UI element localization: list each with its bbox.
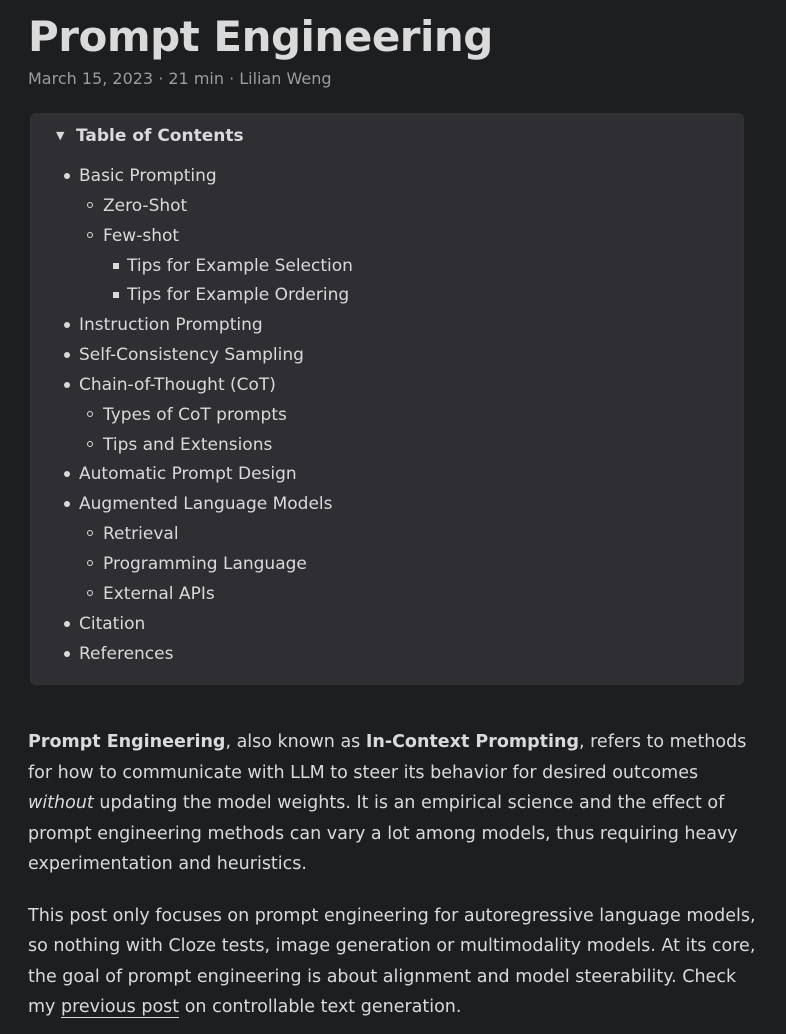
- toc-link[interactable]: Tips and Extensions: [103, 434, 273, 455]
- post-meta: March 15, 2023 · 21 min · Lilian Weng: [28, 69, 332, 88]
- circle-bullet-icon: [87, 232, 93, 238]
- toc-toggle[interactable]: [56, 126, 244, 146]
- toc-item: [31, 283, 743, 313]
- toc-heading: Table of Contents: [76, 126, 244, 146]
- circle-bullet-icon: [87, 411, 93, 417]
- toc-item: [31, 433, 743, 463]
- toc-link[interactable]: Augmented Language Models: [79, 494, 333, 515]
- toc-link[interactable]: Retrieval: [103, 524, 179, 545]
- toc-item: [31, 642, 743, 672]
- previous-post-link[interactable]: previous post: [60, 997, 180, 1017]
- intro-text-1: , also known as: [225, 732, 366, 752]
- circle-bullet-icon: [87, 202, 93, 208]
- toc-link[interactable]: Programming Language: [103, 553, 307, 574]
- toc-link[interactable]: References: [79, 643, 174, 664]
- disc-bullet-icon: [64, 352, 70, 358]
- disc-bullet-icon: [64, 322, 70, 328]
- toc-item: [31, 373, 743, 403]
- intro-text-2: , refers to methods for how to communicate with LLM to steer its behavior for desired outcomes: [28, 732, 747, 783]
- toc-item: [31, 462, 743, 492]
- scope-paragraph: [28, 901, 758, 1023]
- toc-link[interactable]: Self-Consistency Sampling: [79, 345, 304, 366]
- emphasis-without: without: [28, 793, 94, 813]
- toc-item: [31, 492, 743, 522]
- table-of-contents: [30, 113, 744, 685]
- disc-bullet-icon: [64, 382, 70, 388]
- toc-link[interactable]: Chain-of-Thought (CoT): [79, 374, 276, 395]
- post-title: Prompt Engineering: [28, 12, 493, 61]
- circle-bullet-icon: [87, 590, 93, 596]
- toc-link[interactable]: External APIs: [103, 583, 215, 604]
- toc-item: [31, 254, 743, 284]
- scope-text-2: on controllable text generation.: [179, 997, 462, 1017]
- disc-bullet-icon: [64, 621, 70, 627]
- term-prompt-engineering: Prompt Engineering: [28, 732, 226, 752]
- toc-item: [31, 343, 743, 373]
- toc-link[interactable]: Automatic Prompt Design: [79, 464, 297, 485]
- circle-bullet-icon: [87, 441, 93, 447]
- disc-bullet-icon: [64, 501, 70, 507]
- toc-link[interactable]: Types of CoT prompts: [103, 404, 287, 425]
- toc-item: [31, 522, 743, 552]
- toc-item: [31, 403, 743, 433]
- toc-link[interactable]: Instruction Prompting: [79, 315, 263, 336]
- disc-bullet-icon: [64, 651, 70, 657]
- collapse-arrow-icon: ▼: [56, 129, 65, 142]
- disc-bullet-icon: [64, 471, 70, 477]
- intro-paragraph: [28, 727, 758, 880]
- toc-item: [31, 612, 743, 642]
- square-bullet-icon: [113, 292, 119, 298]
- toc-item: [31, 164, 743, 194]
- post-content: [28, 727, 758, 1034]
- toc-link[interactable]: Zero-Shot: [103, 195, 188, 216]
- circle-bullet-icon: [87, 530, 93, 536]
- toc-item: [31, 552, 743, 582]
- toc-item: [31, 194, 743, 224]
- toc-item: [31, 224, 743, 254]
- square-bullet-icon: [113, 263, 119, 269]
- toc-item: [31, 313, 743, 343]
- toc-link[interactable]: Basic Prompting: [79, 166, 217, 186]
- circle-bullet-icon: [87, 560, 93, 566]
- disc-bullet-icon: [64, 173, 70, 179]
- toc-link[interactable]: Tips for Example Ordering: [127, 285, 350, 306]
- toc-link[interactable]: Tips for Example Selection: [127, 255, 353, 276]
- intro-text-3: updating the model weights. It is an empirical science and the effect of prompt engineering methods can vary a lot among models, thus requiring heavy experimentation and heuristics.: [28, 793, 738, 874]
- toc-list: [31, 164, 743, 671]
- scope-text-1: This post only focuses on prompt engineering for autoregressive language models, so nothing with Cloze tests, image generation or multimodality models. At its core, the goal of prompt engineering is about alignment and model steerability. Check my: [28, 905, 756, 1017]
- toc-item: [31, 582, 743, 612]
- term-in-context-prompting: In-Context Prompting: [365, 732, 579, 752]
- toc-link[interactable]: Few-shot: [103, 225, 180, 246]
- toc-link[interactable]: Citation: [79, 613, 146, 634]
